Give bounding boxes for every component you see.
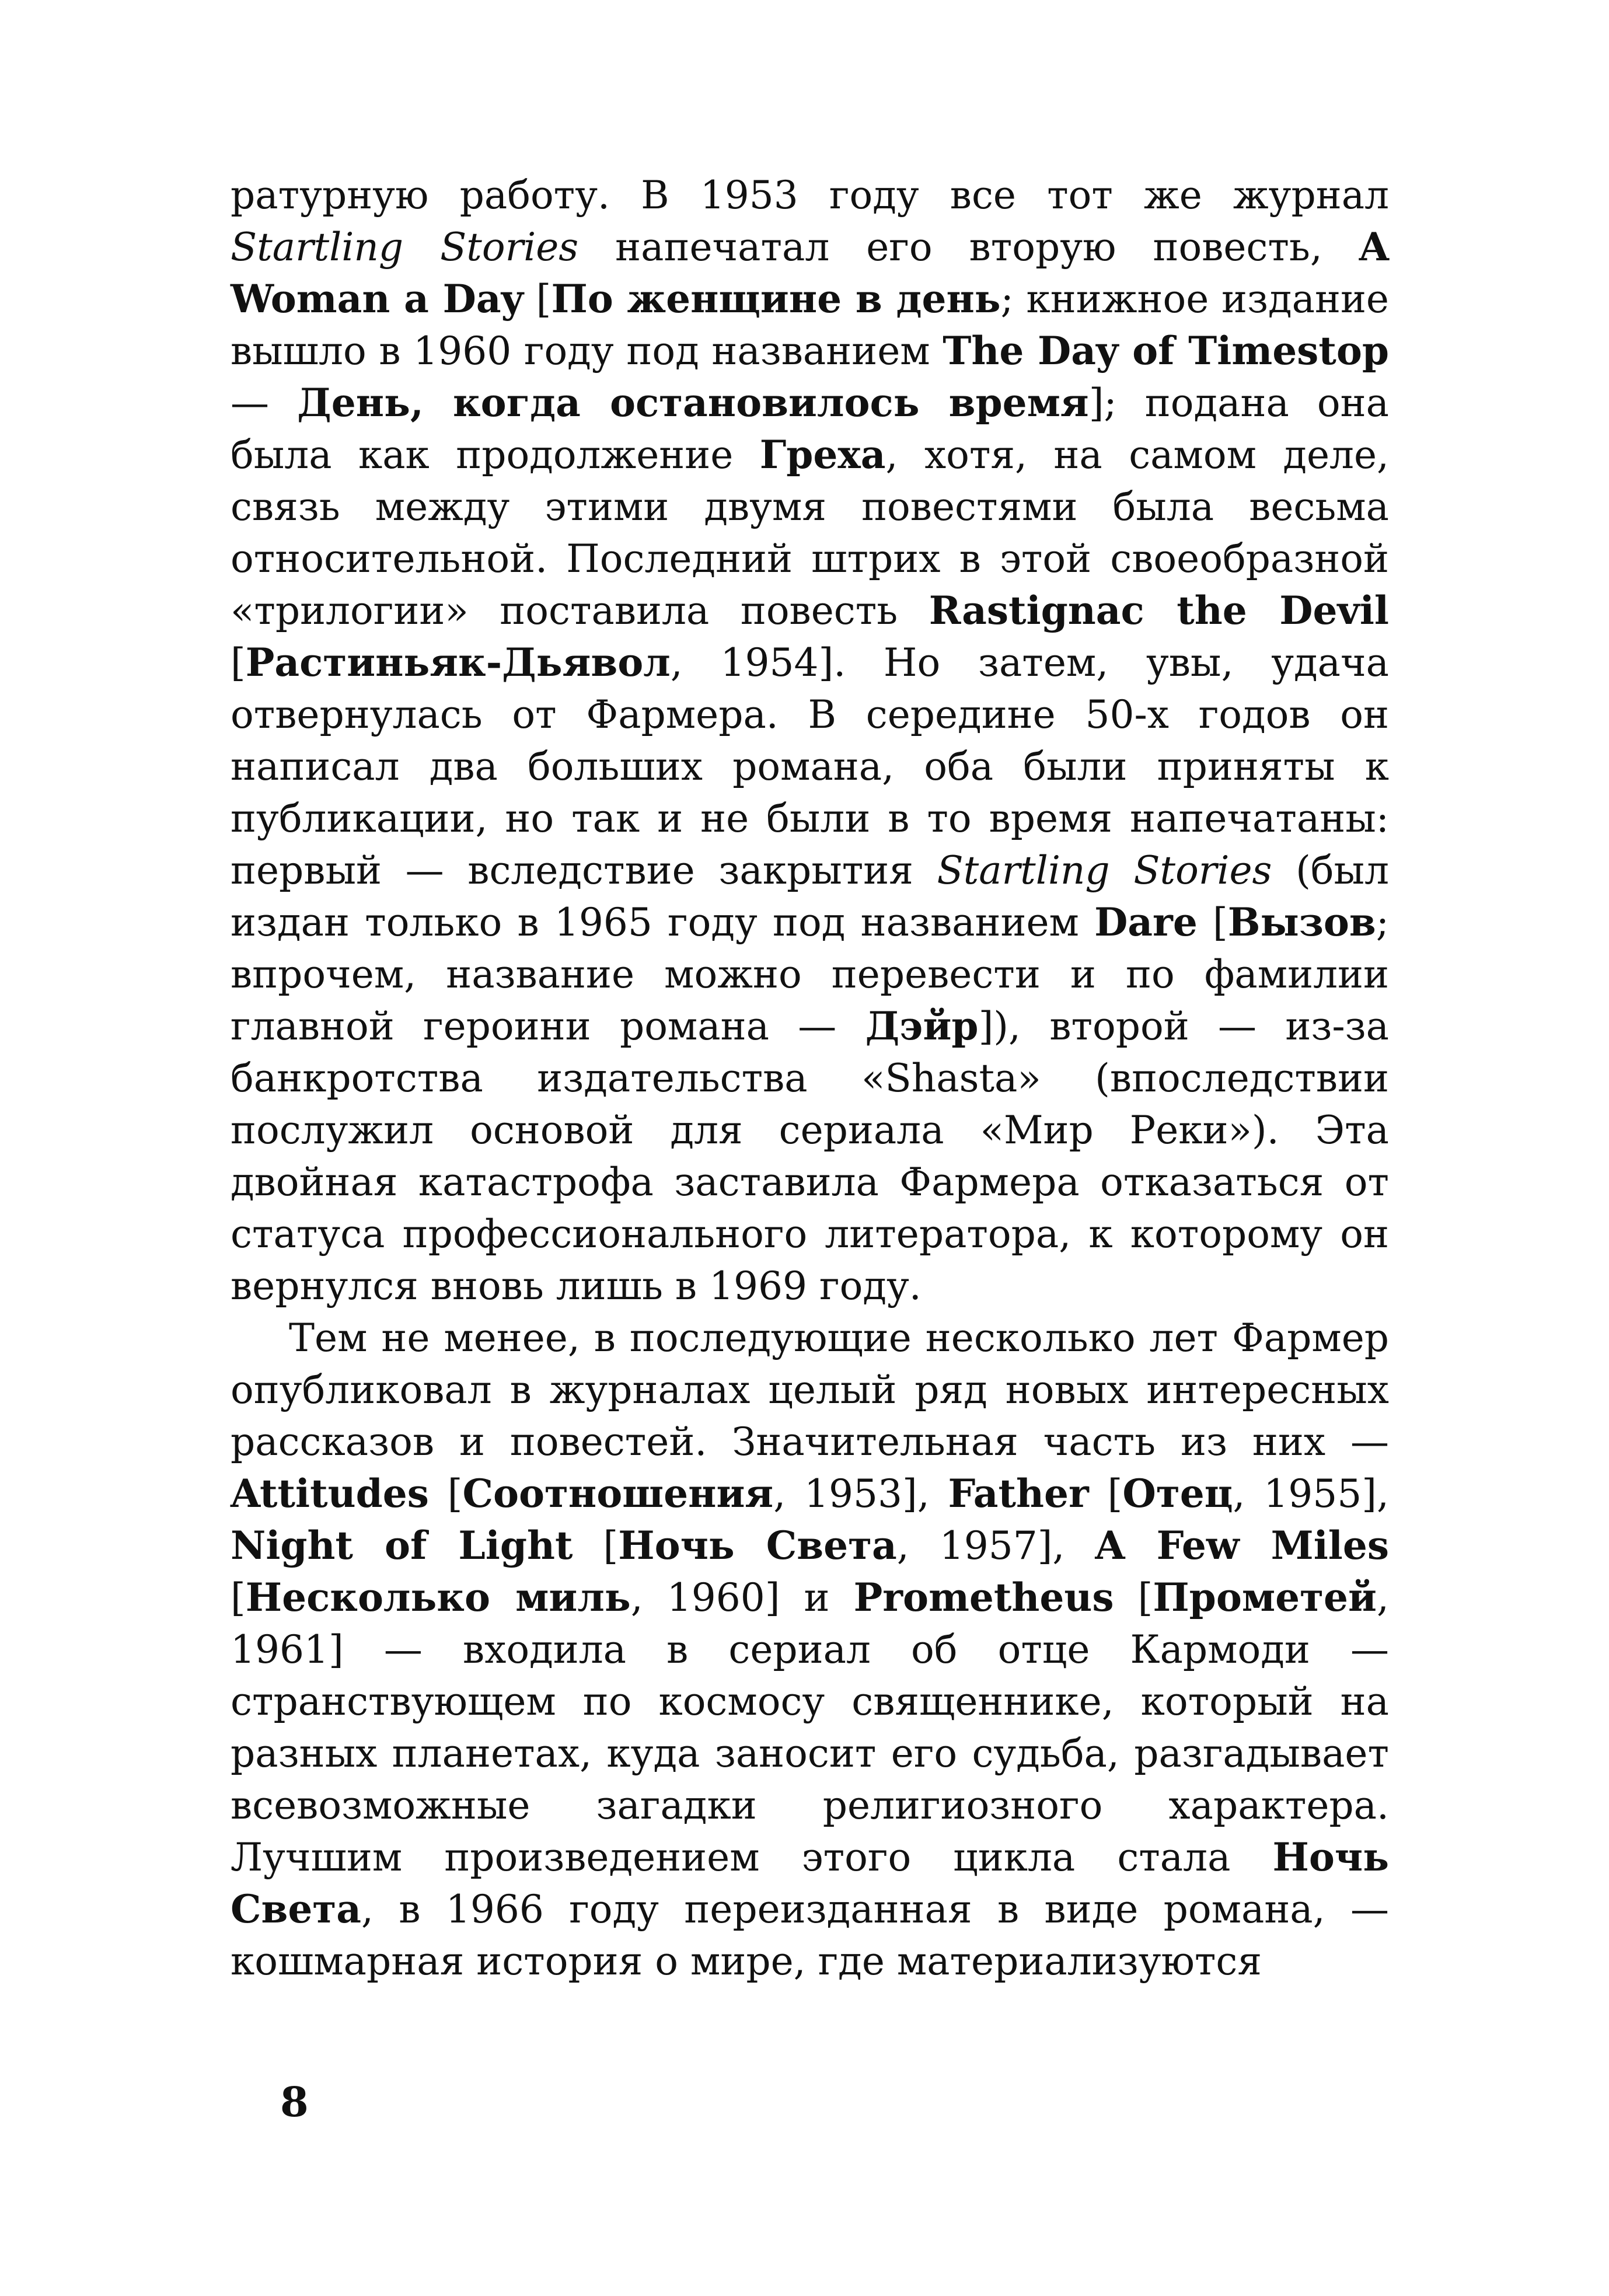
bold-title: Ночь Света [618, 1523, 897, 1568]
text-run: [ [1197, 900, 1228, 945]
text-run: , 1961] — входила в сериал об отце Кармоди — странствующем по космосу священнике, который на разных планетах, куда заносит его судьба, разгадывает всевозможные загадки религиозного характера. Лучшим произведением этого цикла стала [231, 1575, 1389, 1880]
text-run: ; впрочем, название можно перевести и по фамилии главной героини романа — [231, 900, 1389, 1049]
text-run: [ [231, 1575, 246, 1620]
bold-title: Dare [1094, 899, 1198, 945]
text-run: , хотя, на самом деле, связь между этими двумя повестями была весьма относительной. Последний штрих в этой своеобразной «трилогии» поставила повесть [231, 432, 1389, 633]
paragraph [231, 169, 1389, 1312]
bold-title: День, когда остановилось время [297, 380, 1089, 425]
paragraph [231, 1312, 1389, 1987]
bold-title: Prometheus [853, 1575, 1114, 1620]
text-run: , 1955], [1233, 1471, 1389, 1516]
bold-title: Night of Light [231, 1523, 573, 1568]
bold-title: Father [948, 1471, 1089, 1516]
italic-title: Startling Stories [231, 225, 579, 270]
bold-title: A Few Miles [1095, 1523, 1389, 1568]
text-run: ]; подана она была как продолжение [231, 381, 1389, 477]
bold-title: Attitudes [231, 1471, 429, 1516]
bold-title: Несколько миль [245, 1575, 631, 1620]
text-run: [ [231, 640, 246, 685]
bold-title: Прометей [1153, 1575, 1377, 1620]
text-run: , 1957], [896, 1523, 1095, 1568]
text-run: , 1953], [773, 1471, 948, 1516]
bold-title: Rastignac the Devil [929, 588, 1389, 633]
bold-title: Соотношения [462, 1471, 774, 1516]
text-run: ; книжное издание вышло в 1960 году под названием [231, 277, 1389, 374]
text-run: [ [573, 1523, 619, 1568]
bold-title: По женщине в день [551, 276, 1001, 322]
bold-title: Ночь Света [231, 1834, 1389, 1932]
bold-title: Дэйр [865, 1003, 979, 1049]
text-run: (был издан только в 1965 году под названием [231, 848, 1390, 945]
text-run: Тем не менее, в последующие несколько лет Фармер опубликовал в журналах целый ряд новых интересных рассказов и повестей. Значительная часть из них — [231, 1316, 1389, 1464]
text-run: напечатал его вторую повесть, [578, 225, 1359, 270]
text-run: — [231, 381, 298, 425]
bold-title: Отец [1122, 1471, 1233, 1516]
text-run: , в 1966 году переизданная в виде романа, — кошмарная история о мире, где материализуются [231, 1887, 1389, 1984]
text-run: [ [523, 277, 552, 322]
bold-title: Греха [759, 432, 886, 477]
text-run: ]), второй — из-за банкротства издательства «Shasta» (впоследствии послужил основой для сериала «Мир Реки»). Эта двойная катастрофа заставила Фармера отказаться от статуса профессионального литератора, к которому он вернулся вновь лишь в 1969 году. [231, 1004, 1389, 1308]
page-number: 8 [280, 2078, 309, 2126]
bold-title: The Day of Timestop [943, 328, 1389, 374]
text-run: [ [1114, 1575, 1153, 1620]
text-run: [ [1088, 1471, 1123, 1516]
page-text [231, 169, 1389, 1987]
bold-title: Растиньяк-Дьявол [245, 640, 671, 685]
text-run: ратурную работу. В 1953 году все тот же журнал [231, 173, 1389, 218]
text-run: , 1954]. Но затем, увы, удача отвернулась от Фармера. В середине 50-х годов он написал два больших романа, оба были приняты к публикации, но так и не были в то время напечатаны: первый — вследствие закрытия [231, 640, 1389, 893]
italic-title: Startling Stories [937, 848, 1272, 893]
bold-title: A Woman a Day [231, 224, 1389, 322]
text-run: , 1960] и [630, 1575, 854, 1620]
bold-title: Вызов [1227, 899, 1376, 945]
text-run: [ [428, 1471, 463, 1516]
